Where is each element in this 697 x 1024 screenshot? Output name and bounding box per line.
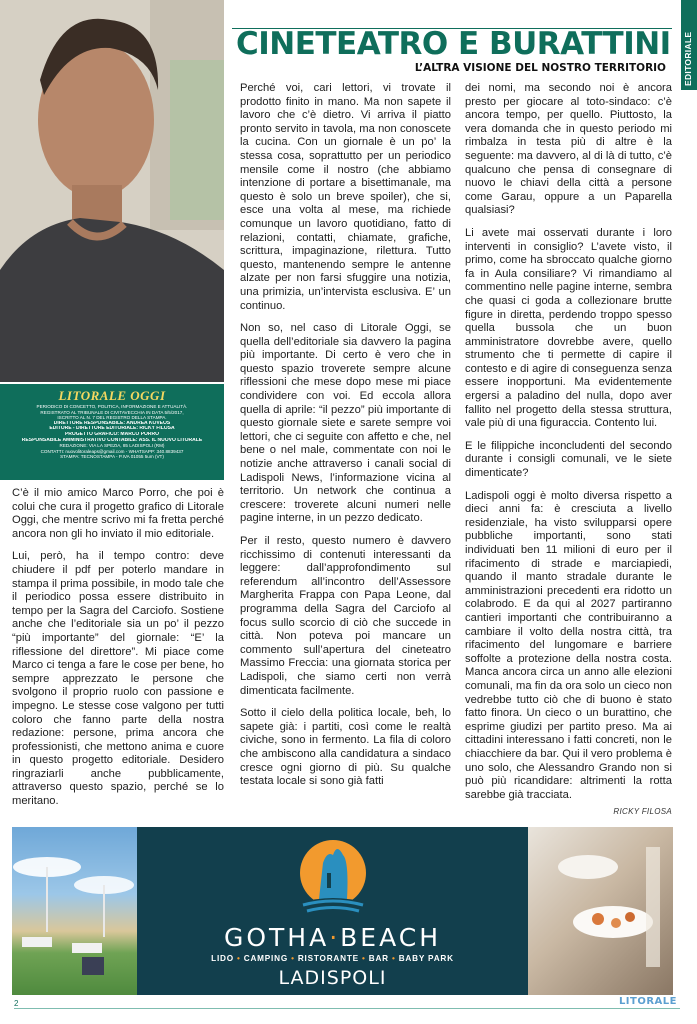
service-item: LIDO — [211, 954, 234, 963]
article-subtitle: L’ALTRA VISIONE DEL NOSTRO TERRITORIO — [414, 62, 666, 74]
service-item: BABY PARK — [398, 954, 454, 963]
paragraph: Non so, nel caso di Litorale Oggi, se quella dell’editoriale sia davvero la pagina più importante. Di certo è vero che in questo spazio troverete sempre alcune riflessioni che mese dopo mese mi piace condividere con voi. Ed eccola allora quella di aprile: “il pezzo” più importante di questo giornale siete e sarete sempre voi lettori, che ci seguite con affetto e che, nel bene o nel male, commentate con noi le notizie anche attraverso i canali social di Ladispoli News, l’informazione vicina al territorio. Un network che continua a crescere: troverete alcuni numeri nelle pagine interne, in un pezzo dedicato. — [240, 322, 451, 525]
service-separator: • — [237, 954, 241, 963]
paragraph: C’è il mio amico Marco Porro, che poi è colui che cura il progetto grafico di Litorale Oggi, che mentre scrivo mi fa fretta perché ancora non gli ho inviato il mio editoriale. — [12, 487, 224, 540]
paragraph: Li avete mai osservati durante i loro interventi in consiglio? L’avete visto, il primo, come ha sbroccato qualche giorno fa in Aula consiliare? Vi rimandiamo al commentino nelle pagine interne, sembra che quasi ci goda a collezionare brutte figure in diretta, perdendo troppo spesso quella bussola che un buon amministratore dovrebbe avere, quello strumento che ti permette di capire il contesto e di agire di conseguenza senza essere inopportuni. Ma evidentemente ergersi a paladino del nulla, dopo aver fallito nel progetto della stessa struttura, vale più di una figuraccia. Contento lui. — [465, 226, 672, 430]
ad-brand-panel — [137, 827, 528, 995]
paragraph: Lui, però, ha il tempo contro: deve chiudere il pdf per poterlo mandare in stampa il prima possibile, in modo tale che il periodico possa essere distribuito in tempo per la Sagra del Carciofo. Sostiene anche che l’editoriale sia un po’ il pezzo “più importante” del giornale: “E’ la riflessione del direttore”. Mi piace come Marco ci tenga a fare le cose per bene, ho sempre apprezzato le persone che svolgono il proprio ruolo con passione e impegno. Le stesse cose valgono per tutti coloro che fanno parte della nostra redazione: persone, prima ancora che professionisti, che mettono anima e cuore in questo progetto editoriale. Desidero ringraziarli anche pubblicamente, attraverso questo spazio, perché se lo meritano. — [12, 550, 224, 808]
masthead-line: EDITORE - DIRETTORE EDITORIALE: RICKY FILOSA — [49, 426, 175, 432]
paragraph: dei nomi, ma secondo noi è ancora presto per giocare al toto-sindaco: c’è ancora tempo, per quello. Piuttosto, la vera domanda che in questo periodo mi rimbalza in testa più di altre è la seguente: ma davvero, al di là di tutto, c’è qualcuno che pensa di consegnare di nuovo le chiavi della città a persone come Garau, oppure a un Paparella qualsiasi? — [465, 82, 672, 217]
masthead-line: PROGETTO GRAFICO: MARCO PORRO — [64, 431, 160, 437]
service-item: CAMPING — [243, 954, 289, 963]
article-column-1 — [12, 487, 224, 818]
service-separator: • — [362, 954, 366, 963]
brand-dot: · — [329, 923, 341, 952]
masthead-line: CONTATTI: nuovolitoraleaps@gmail.com - WHATSAPP: 340.8839437 — [40, 448, 184, 454]
article-title: CINETEATRO E BURATTINI — [236, 26, 671, 62]
gotha-beach-logo-icon — [297, 833, 369, 919]
paragraph: Ladispoli oggi è molto diversa rispetto a dieci anni fa: è cresciuta a livello residenziale, ha visto svilupparsi opere pubbliche importanti, sono stati individuati ben 11 milioni di euro per il rifacimento di strade e marciapiedi, quando il manto stradale durante le amministrazioni precedenti era ridotto un colabrodo. E da qui al 2027 partiranno cantieri importanti che contribuiranno a cambiare il volto della nostra città, tra rifacimento del lungomare e barriere soffolte a protezione della nostra costa. Manca ancora circa un anno alle elezioni comunali, ma fin da ora solo un cieco non vedrebbe tutto ciò che di buono è stato fatto finora. Un cieco o un burattino, che esprime giudizi per partito preso. Ma ai cittadini interessano i fatti concreti, non le chiacchiere da bar. Qui il vero problema è uno solo, che Alessandro Grando non si può più ricandidare: altrimenti la rotta sarebbe già tracciata. — [465, 489, 672, 801]
service-item: RISTORANTE — [297, 954, 359, 963]
gotha-beach-ad[interactable] — [12, 827, 673, 995]
paragraph: Perché voi, cari lettori, vi trovate il prodotto finito in mano. Ma non sapete il lavoro che c’è dietro. Vi arriva il piatto pronto servito in tavola, ma non conoscete la cucina. Con un giornale è un po’ la stessa cosa, soprattutto per un periodico mensile come il nostro (che abbiamo intenzione di portare a bisettimanale, ma questo è solo un breve spoiler), che si, esce una volta al mese, ma richiede comunque un lavoro quotidiano, fatto di relazioni, contatti, chiamate, grafiche, scrittura, impaginazione, rilettura. Tutto questo, mantenendo sempre le antenne alzate per non farsi sfuggire una notizia, una primizia, un’intervista esclusiva. E’ un continuo. — [240, 82, 451, 312]
section-tab — [681, 14, 697, 90]
masthead-box — [0, 384, 224, 480]
paragraph: Sotto il cielo della politica locale, beh, lo sapete già: i partiti, così come le realtà civiche, sono in fermento. La fila di coloro che ambiscono alla candidatura a sindaco cresce ogni giorno di più. Su qualche testata locale si sono già fatti — [240, 707, 451, 788]
masthead-line: RESPONSABILE AMMINISTRATIVO CONTABILE: ASS. IL NUOVO LITORALE — [21, 437, 203, 443]
ad-city: LADISPOLI — [278, 967, 387, 989]
ad-brand-name — [137, 923, 528, 952]
footer-logo: LITORALE — [618, 996, 677, 1007]
article-column-2 — [240, 82, 451, 798]
service-separator: • — [291, 954, 295, 963]
brand-word: BEACH — [340, 923, 442, 952]
ad-services-tagline — [137, 954, 528, 963]
article-column-3 — [465, 82, 672, 811]
page-number: 2 — [14, 999, 19, 1008]
footer-rule — [14, 1008, 680, 1009]
author-signature: RICKY FILOSA — [613, 807, 672, 816]
service-separator: • — [391, 954, 396, 963]
masthead-line: REDAZIONE: VIA LA SPEZIA, 85 LADISPOLI (RM) — [59, 443, 165, 449]
masthead-line: STAMPA: TECNOSTAMPA - P.IVA 01055 5um (VT) — [60, 454, 164, 460]
masthead-title: LITORALE OGGI — [58, 388, 166, 403]
masthead-line: REGISTRATO AL TRIBUNALE DI CIVITAVECCHIA IN DATA 5/5/2017, — [40, 409, 184, 415]
brand-word: GOTHA — [223, 923, 330, 952]
paragraph: E le filippiche inconcludenti del secondo durante i consigli comunali, ve le siete dimenticate? — [465, 439, 672, 480]
paragraph: Per il resto, questo numero è davvero ricchissimo di contenuti interessanti da leggere: dall’approfondimento sul referendum all’incontro dell’Assessore Margherita Frappa con Papa Leone, dal programma della Sagra del Carciofo al focus sullo scorcio di ciò che succede in città. Non poteva poi mancare un commento sull’apertura del cineteatro Massimo Freccia: una giornata storica per Ladispoli, che siamo certi non verrà dimenticata facilmente. — [240, 535, 451, 697]
service-item: BAR — [368, 954, 389, 963]
ad-beach-photo — [12, 827, 137, 995]
ad-food-photo — [528, 827, 673, 995]
section-tab-label: EDITORIALE — [683, 31, 693, 86]
masthead-line: PERIODICO DI CONCETTO, POLITICA, INFORMAZIONE E ATTUALITÀ. — [36, 404, 188, 409]
masthead-line: ISCRITTO AL N. 7 DEL REGISTRO DELLA STAMPA. — [57, 415, 167, 421]
masthead-line: DIRETTORE RESPONSABILE: ANDREA KOVEOS — [53, 420, 171, 426]
editor-portrait-photo — [0, 0, 224, 382]
